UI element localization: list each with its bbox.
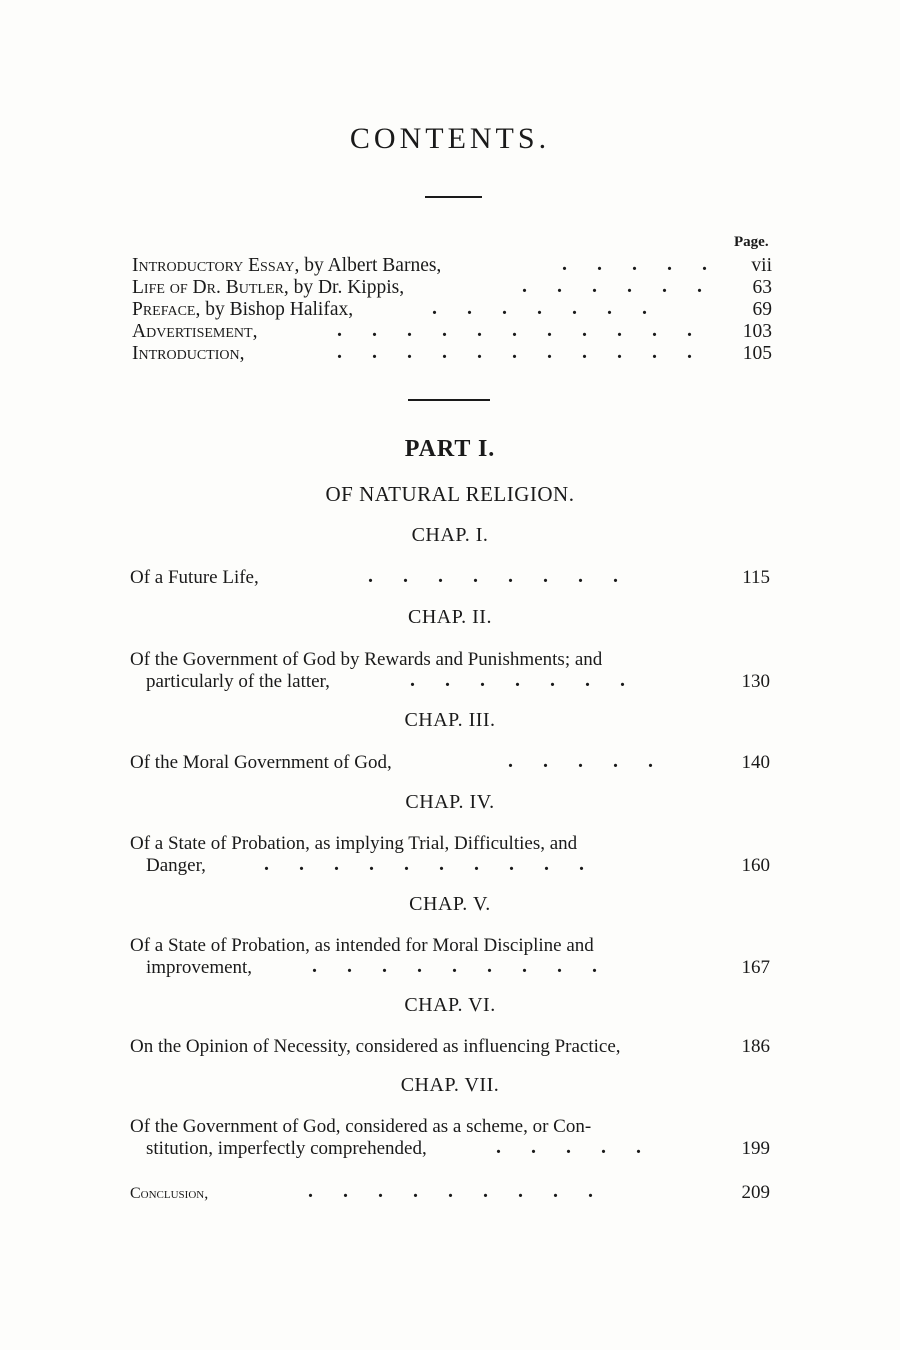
entry-label: Preface, bbox=[132, 299, 201, 320]
chapter-heading: CHAP. I. bbox=[411, 524, 489, 546]
chapter-entry bbox=[130, 567, 770, 589]
front-matter-item bbox=[132, 321, 772, 343]
page-number: 130 bbox=[741, 671, 770, 692]
page-column-label: Page. bbox=[734, 234, 769, 250]
page-number: 199 bbox=[741, 1138, 770, 1159]
entry-author: by Dr. Kippis, bbox=[288, 277, 405, 298]
entry-label: Advertisement, bbox=[132, 321, 258, 342]
chapter-entry bbox=[130, 649, 770, 693]
page-number: 115 bbox=[742, 567, 770, 588]
leader-dots: . . . . . bbox=[496, 1136, 641, 1158]
page-number: 140 bbox=[741, 752, 770, 773]
chapter-heading: CHAP. II. bbox=[408, 606, 492, 628]
front-matter-item bbox=[132, 255, 772, 277]
leader-dots: . . . . . . . bbox=[410, 669, 625, 691]
page-title: CONTENTS. bbox=[349, 122, 551, 155]
front-matter-list bbox=[132, 255, 772, 365]
entry-text: Conclusion, bbox=[130, 1185, 209, 1202]
chapter-heading: CHAP. V. bbox=[409, 893, 491, 915]
entry-text: On the Opinion of Necessity, considered as influencing Practice, bbox=[130, 1036, 621, 1057]
page-number: 209 bbox=[741, 1182, 770, 1203]
entry-text: Of a Future Life, bbox=[130, 567, 259, 588]
leader-dots: . . . . . . . . . . bbox=[264, 853, 584, 875]
divider-rule bbox=[408, 399, 490, 401]
entry-author: by Bishop Halifax, bbox=[200, 299, 354, 320]
page-number: 160 bbox=[741, 855, 770, 876]
chapter-heading: CHAP. VI. bbox=[404, 994, 496, 1016]
entry-text: Of the Moral Government of God, bbox=[130, 752, 392, 773]
leader-dots: . . . . . . . . . bbox=[308, 1180, 593, 1202]
leader-dots: . . . . . . . . . bbox=[312, 955, 597, 977]
entry-text: Of the Government of God by Rewards and Punishments; and bbox=[130, 649, 603, 670]
entry-label: Introduction, bbox=[132, 343, 245, 364]
entry-author: by Albert Barnes, bbox=[299, 255, 442, 276]
leader-dots: . . . . . . . . . . . bbox=[337, 319, 692, 341]
part-subtitle: OF NATURAL RELIGION. bbox=[325, 482, 575, 506]
front-matter-item bbox=[132, 343, 772, 365]
entry-text: Of a State of Probation, as implying Trial, Difficulties, and bbox=[130, 833, 578, 854]
chapter-heading: CHAP. VII. bbox=[400, 1074, 500, 1096]
chapter-entry bbox=[130, 1036, 770, 1058]
page-number: vii bbox=[751, 255, 772, 276]
page-number: 103 bbox=[742, 321, 772, 342]
front-matter-item bbox=[132, 277, 772, 299]
chapter-entry bbox=[130, 935, 770, 979]
leader-dots: . . . . . . . bbox=[432, 297, 647, 319]
page-number: 63 bbox=[752, 277, 772, 298]
entry-text: Of the Government of God, considered as a scheme, or Con- bbox=[130, 1116, 592, 1137]
chapter-heading: CHAP. IV. bbox=[405, 791, 495, 813]
leader-dots: . . . . . . . . . . . bbox=[337, 341, 692, 363]
chapter-entry bbox=[130, 752, 770, 774]
chapter-entry bbox=[130, 1116, 770, 1160]
conclusion-entry bbox=[130, 1182, 770, 1204]
leader-dots: . . . . . bbox=[508, 750, 653, 772]
leader-dots: . . . . . . . . bbox=[368, 565, 618, 587]
entry-label: Life of Dr. Butler, bbox=[132, 277, 289, 298]
page-number: 186 bbox=[741, 1036, 770, 1057]
page-number: 69 bbox=[752, 299, 772, 320]
entry-text: Danger, bbox=[146, 855, 206, 876]
entry-label: Introductory Essay, bbox=[132, 255, 300, 276]
front-matter-item bbox=[132, 299, 772, 321]
entry-text: particularly of the latter, bbox=[146, 671, 330, 692]
chapter-entry bbox=[130, 833, 770, 877]
divider-rule bbox=[425, 196, 482, 198]
part-heading: PART I. bbox=[404, 436, 496, 462]
entry-text: stitution, imperfectly comprehended, bbox=[146, 1138, 427, 1159]
page-number: 105 bbox=[742, 343, 772, 364]
entry-text: Of a State of Probation, as intended for Moral Discipline and bbox=[130, 935, 594, 956]
chapter-heading: CHAP. III. bbox=[404, 709, 496, 731]
leader-dots: . . . . . . bbox=[522, 275, 702, 297]
leader-dots: . . . . . bbox=[562, 253, 707, 275]
entry-text: improvement, bbox=[146, 957, 253, 978]
page-number: 167 bbox=[741, 957, 770, 978]
